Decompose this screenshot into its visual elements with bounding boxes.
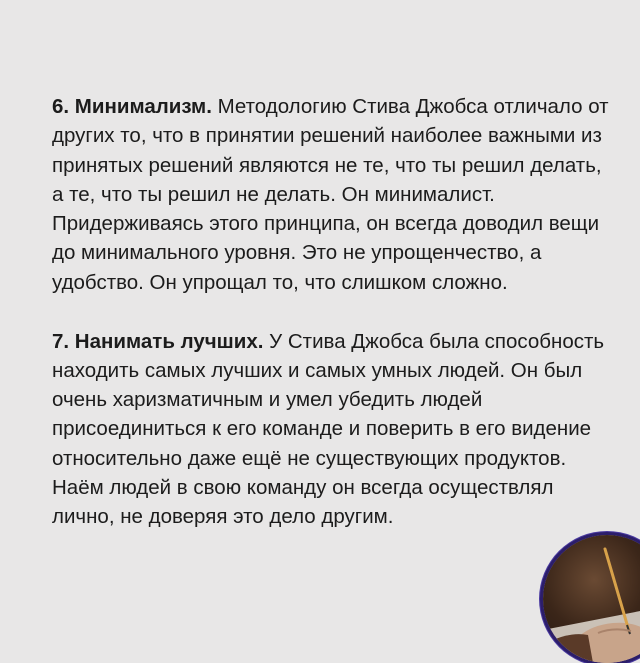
writing-hand-photo (543, 535, 640, 663)
section-body: У Стива Джобса была способность находить самых лучших и самых умных людей. Он был очень харизматичным и умел убедить людей присоединиться к его команде и поверить в его видение относительно даже ещё не существующих продуктов. Наём людей в свою команду он всегда осуществлял лично, не доверяя это дело другим. (52, 329, 605, 529)
section-minimalism (52, 92, 617, 297)
article-text (52, 92, 617, 532)
section-heading: 6. Минимализм. (52, 95, 212, 118)
writing-hand-image (543, 535, 640, 663)
section-heading: 7. Нанимать лучших. (52, 329, 264, 353)
section-hire-best (52, 327, 617, 532)
section-body: Методологию Стива Джобса отличало от других то, что в принятии решений наиболее важными из принятых решений являются не те, что ты решил делать, а те, что ты решил не делать. Он минималист. Придерживаясь этого принципа, он всегда доводил вещи до минимального уровня. Это не упрощенчество, а удобство. Он упрощал то, что слишком сложно. (52, 95, 609, 294)
